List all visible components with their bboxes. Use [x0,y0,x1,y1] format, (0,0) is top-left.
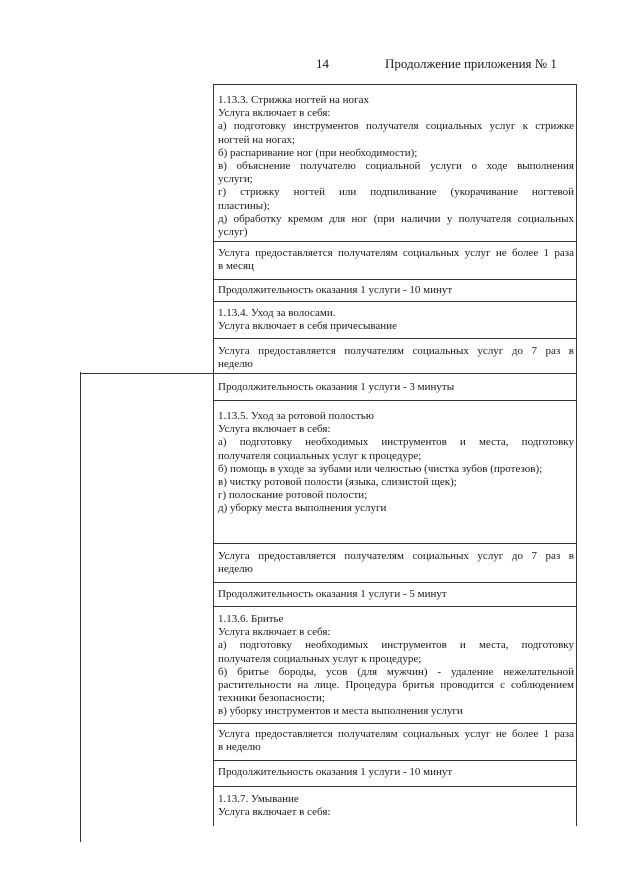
frequency-line: в месяц [218,260,254,273]
service-description-cell [218,613,574,719]
description-line: Услуга включает в себя: [218,107,331,120]
service-frequency-cell [218,728,574,754]
row-divider [213,760,577,761]
service-title: 1.13.3. Стрижка ногтей на ногах [218,94,369,106]
description-line: получателя социальных услуг к процедуре; [218,449,422,462]
service-duration-cell [218,588,574,601]
row-divider [213,279,577,280]
description-line: ногтей на ногах; [218,133,296,146]
description-line: б) помощь в уходе за зубами или челюстью (чистка зубов (протезов); [218,462,543,475]
row-divider [213,786,577,787]
frequency-line: в неделю [218,741,261,754]
description-line: б) распаривание ног (при необходимости); [218,146,418,159]
frequency-line: неделю [218,563,253,576]
description-line: в) чистку ротовой полости (языка, слизистой щек); [218,476,457,489]
description-line: услуги; [218,173,253,186]
service-description-cell [218,94,574,239]
description-line: г) стрижку ногтей или подпиливание (укорачивание ногтевой [218,186,574,199]
description-line: Услуга включает в себя причесывание [218,320,397,333]
description-line: Услуга включает в себя: [218,806,331,819]
description-line: г) полоскание ротовой полости; [218,489,368,502]
row-divider [213,582,577,583]
duration-line: Продолжительность оказания 1 услуги - 10 минут [218,766,453,778]
duration-line: Продолжительность оказания 1 услуги - 3 минуты [218,381,455,393]
frequency-line: Услуга предоставляется получателям социальных услуг до 7 раз в [218,550,574,562]
frequency-line: Услуга предоставляется получателям социальных услуг не более 1 раза [218,728,574,740]
description-line: а) подготовку необходимых инструментов и места, подготовку [218,639,574,652]
table-border-right [576,84,577,826]
frequency-line: Услуга предоставляется получателям социальных услуг до 7 раз в [218,345,574,357]
description-line: б) бритье бороды, усов (для мужчин) - удаление нежелательной [218,665,574,678]
service-frequency-cell [218,247,574,273]
page-header: Продолжение приложения № 1 [385,56,557,71]
duration-line: Продолжительность оказания 1 услуги - 10 минут [218,284,453,296]
description-line: пластины); [218,199,270,212]
table-border-middle [213,84,214,826]
description-line: Услуга включает в себя: [218,423,331,436]
description-line: а) подготовку необходимых инструментов и места, подготовку [218,436,574,449]
service-frequency-cell [218,345,574,371]
service-title: 1.13.7. Умывание [218,793,299,805]
service-title: 1.13.4. Уход за волосами. [218,307,336,319]
row-divider [213,400,577,401]
service-description-cell [218,793,574,819]
service-description-cell [218,410,574,516]
description-line: в) уборку инструментов и места выполнения услуги [218,705,463,718]
table-border-left [80,372,81,842]
duration-line: Продолжительность оказания 1 услуги - 5 минут [218,588,447,600]
row-divider [213,606,577,607]
service-description-cell [218,307,574,333]
row-divider [213,338,577,339]
description-line: растительности на лице. Процедура бритья проводится с соблюдением [218,679,574,692]
service-title: 1.13.6. Бритье [218,613,284,625]
description-line: техники безопасности; [218,692,325,705]
description-line: в) объяснение получателю социальной услуги о ходе выполнения [218,160,574,173]
service-frequency-cell [218,550,574,576]
row-divider [213,241,577,242]
service-title: 1.13.5. Уход за ротовой полостью [218,410,374,422]
service-duration-cell [218,766,574,779]
description-line: услуг) [218,226,248,239]
page-number: 14 [316,56,329,71]
description-line: а) подготовку инструментов получателя социальных услуг к стрижке [218,120,574,133]
frequency-line: неделю [218,358,253,371]
description-line: Услуга включает в себя: [218,626,331,639]
row-divider [213,543,577,544]
row-divider-full [80,373,577,374]
service-duration-cell [218,381,574,394]
row-divider [213,301,577,302]
description-line: д) уборку места выполнения услуги [218,502,387,515]
row-divider [213,84,577,85]
row-divider [213,723,577,724]
service-duration-cell [218,284,574,297]
frequency-line: Услуга предоставляется получателям социальных услуг не более 1 раза [218,247,574,259]
description-line: получателя социальных услуг к процедуре; [218,652,422,665]
description-line: д) обработку кремом для ног (при наличии у получателя социальных [218,212,574,225]
